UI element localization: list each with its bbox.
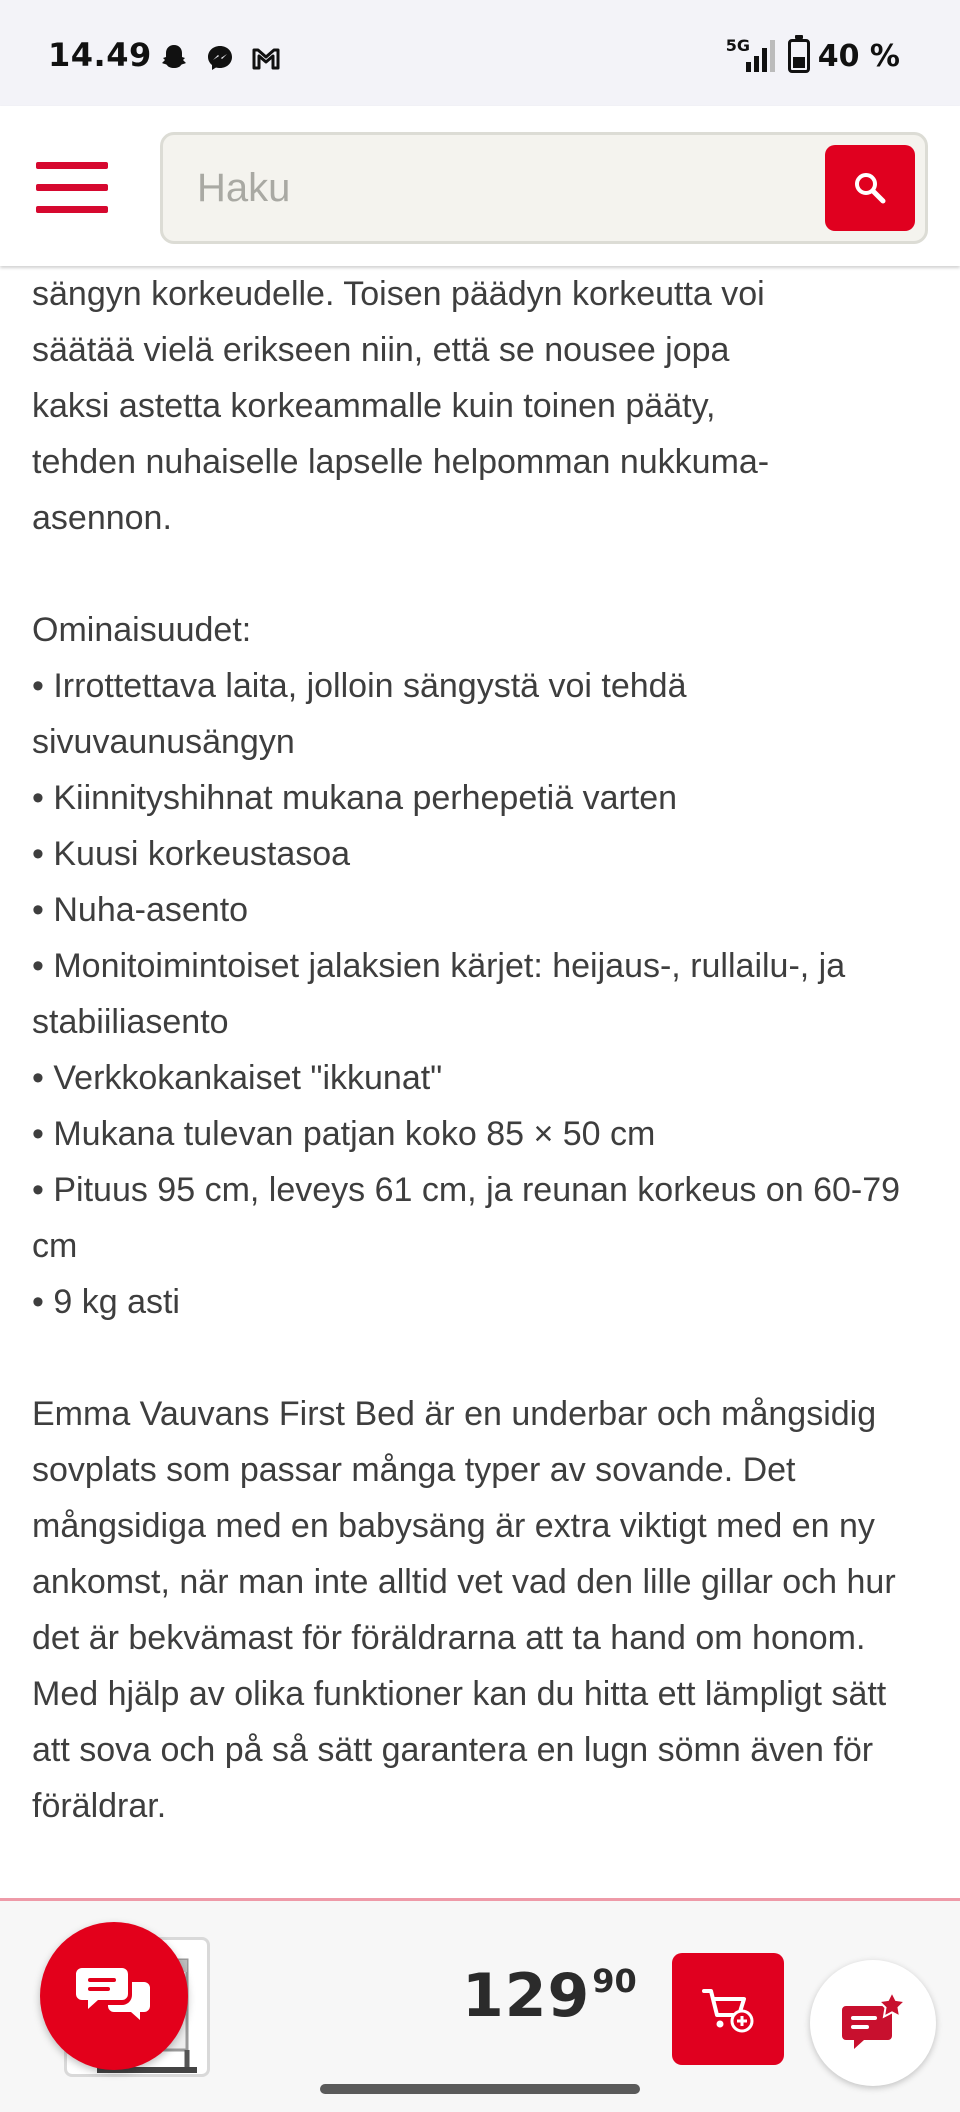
price-cents: 90 [592,1962,637,2000]
battery-percentage: 40 % [817,38,900,74]
text-line: tehden nuhaiselle lapselle helpomman nukkuma- [32,443,770,481]
status-time: 14.49 [48,36,152,74]
text-line: säätää vielä erikseen niin, että se nousee jopa [32,331,730,369]
text-line: asennon. [32,499,172,537]
description-paragraph-sv: Emma Vauvans First Bed är en underbar och mångsidig sovplats som passar många typer av sovande. Det mångsidiga med en babysäng är extra viktigt med en ny ankomst, när man inte alltid vet vad den lille gillar och hur det är bekvämast för föräldrarna att ta hand om honom. Med hjälp av olika funktioner kan du hitta ett lämpligt sätt att sova och på så sätt garantera en lugn sömn även för föräldrar. [32,1395,896,1825]
feature-item: • Nuha-asento [32,882,932,938]
feature-item: • Kiinnityshihnat mukana perhepetiä varten [32,770,932,826]
feature-item: • Kuusi korkeustasoa [32,826,932,882]
hamburger-menu-icon[interactable] [36,162,108,214]
feature-item: • 9 kg asti [32,1274,932,1330]
search-button[interactable] [825,145,915,231]
status-right [726,36,900,76]
price-main: 129 [462,1961,591,2031]
search-input[interactable] [197,155,797,221]
notification-icons [156,40,284,76]
description-paragraph-fi [32,266,932,546]
chat-icon [74,1956,154,2036]
feature-item: • Monitoimintoiset jalaksien kärjet: heijaus-, rullailu-, ja stabiiliasento [32,938,932,1050]
add-to-cart-icon [698,1979,758,2039]
text-line: kaksi astetta korkeammalle kuin toinen pääty, [32,387,716,425]
network-type: 5G [725,36,750,55]
product-description [32,266,932,1900]
product-price [462,1961,637,2031]
feature-item: • Pituus 95 cm, leveys 61 cm, ja reunan korkeus on 60-79 cm [32,1162,932,1274]
search-icon [850,168,890,208]
status-bar [0,0,960,106]
home-indicator[interactable] [320,2084,640,2094]
feature-item: • Irrottettava laita, jolloin sängystä voi tehdä sivuvaunusängyn [32,658,932,770]
site-header [0,106,960,266]
snapchat-icon [156,40,192,76]
features-list [32,658,932,1330]
search-bar [160,132,928,244]
features-title: Ominaisuudet: [32,611,252,649]
review-star-icon [838,1988,908,2058]
gmail-icon [248,40,284,76]
messenger-icon [202,40,238,76]
chat-button[interactable] [40,1922,188,2070]
reviews-button[interactable] [810,1960,936,2086]
feature-item: • Mukana tulevan patjan koko 85 × 50 cm [32,1106,932,1162]
add-to-cart-button[interactable] [672,1953,784,2065]
signal-icon [726,36,780,76]
text-line: sängyn korkeudelle. Toisen päädyn korkeutta voi [32,275,765,313]
battery-icon [788,39,810,73]
feature-item: • Verkkokankaiset "ikkunat" [32,1050,932,1106]
